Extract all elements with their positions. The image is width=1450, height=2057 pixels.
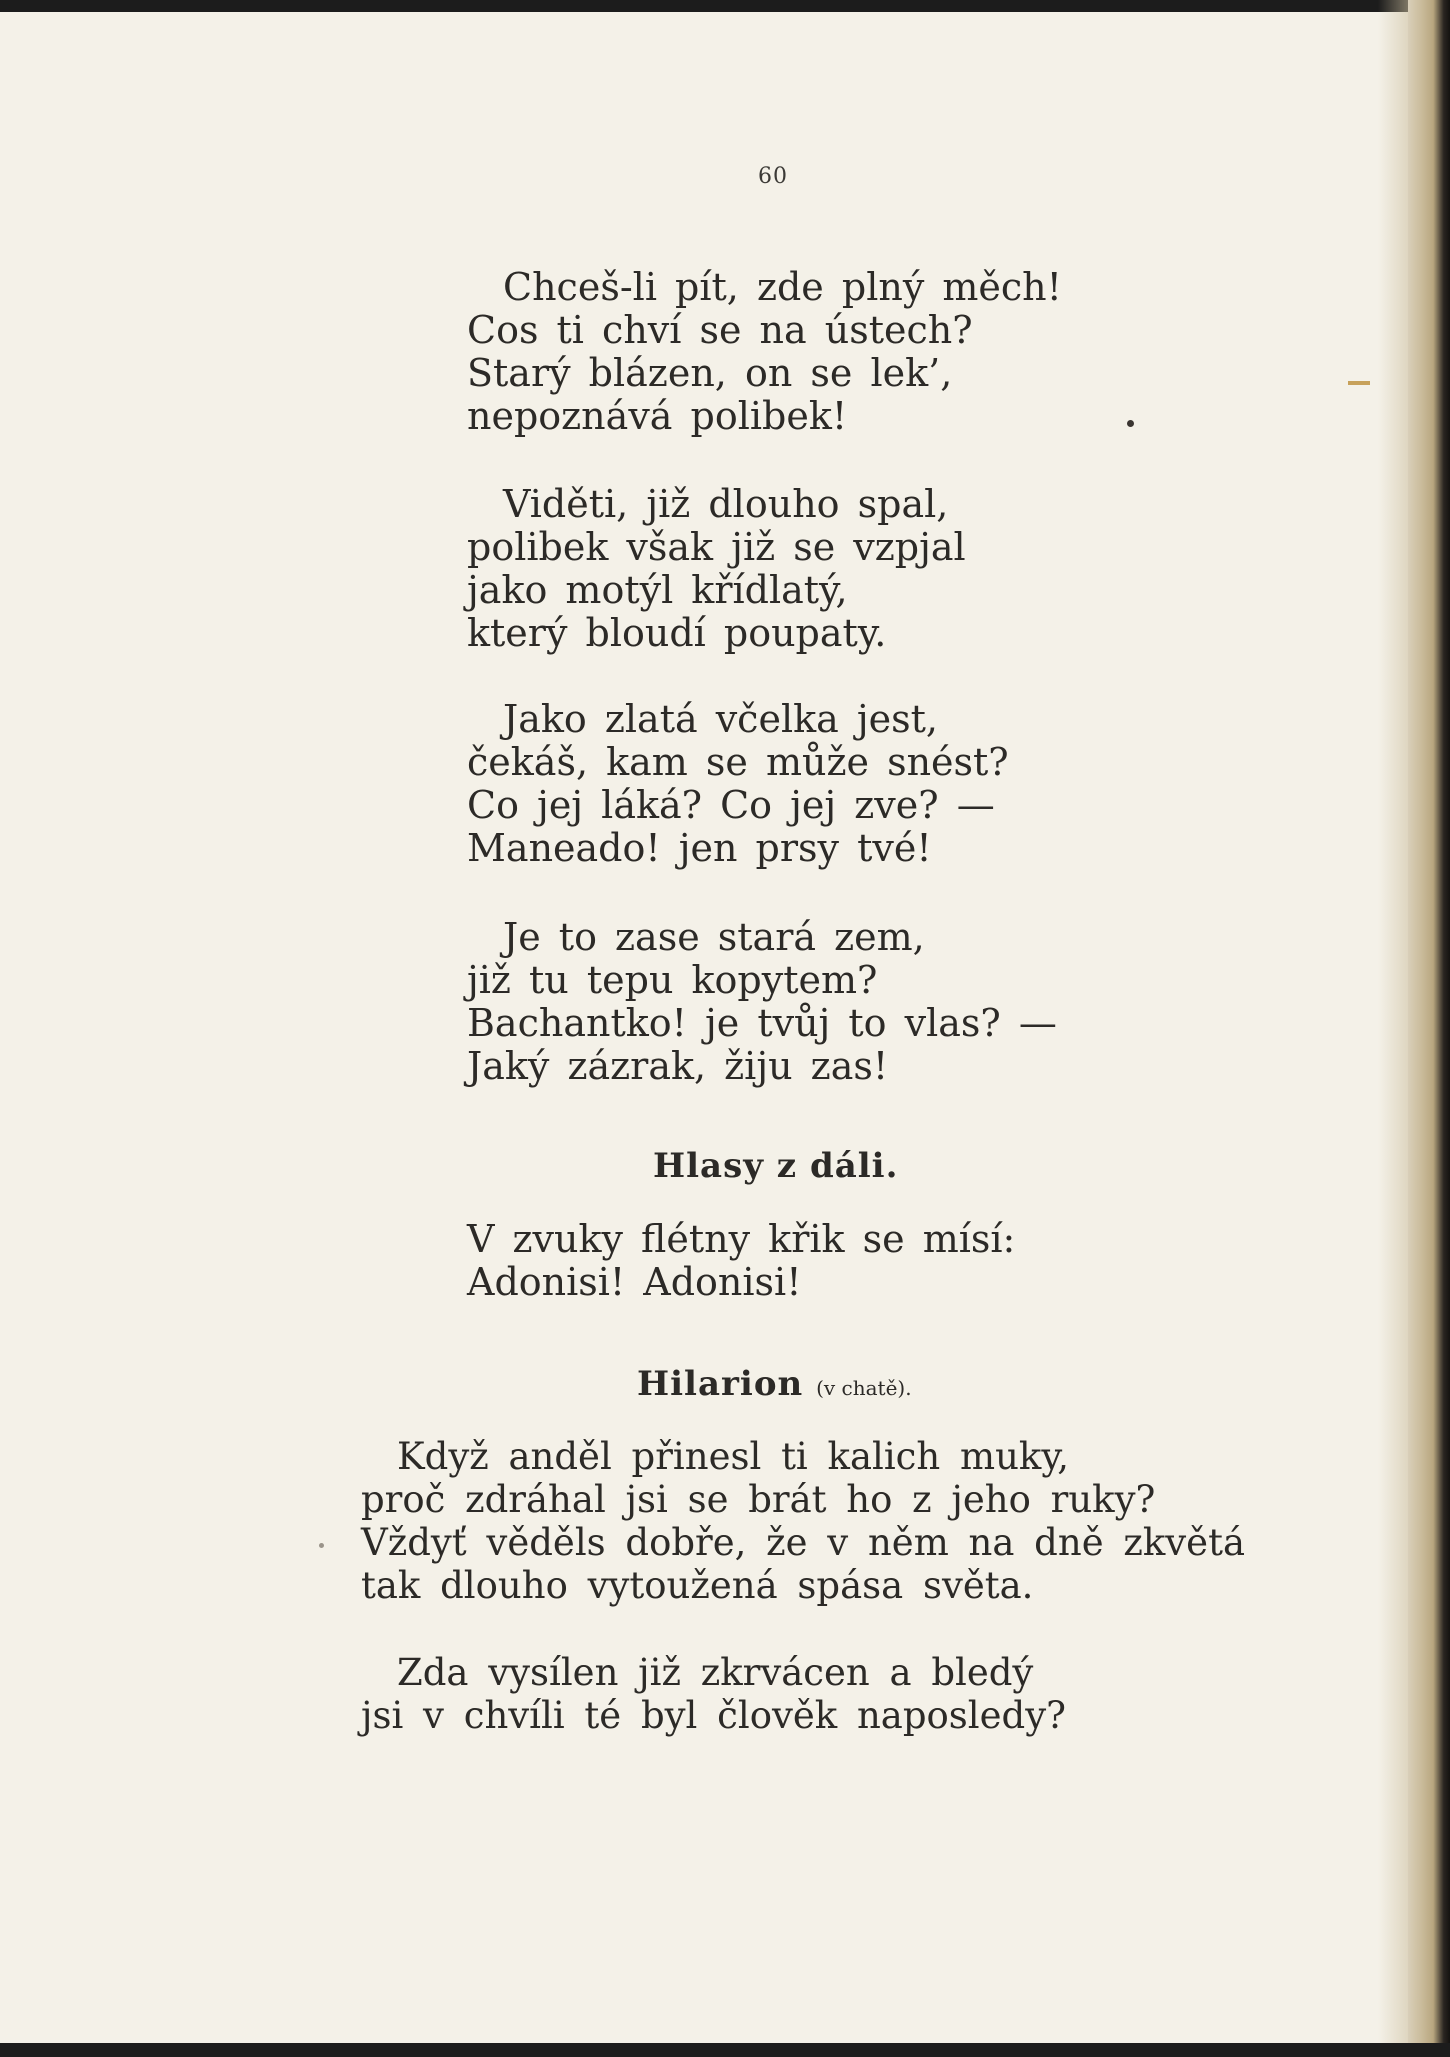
verse-line: Vždyť věděls dobře, že v něm na dně zkvětá xyxy=(361,1521,1245,1564)
verse-line: jako motýl křídlatý, xyxy=(467,568,848,612)
stanza-4 xyxy=(467,916,1057,1088)
verse-line: Když anděl přinesl ti kalich muky, xyxy=(397,1435,1070,1478)
verse-line: Starý blázen, on se lek’, xyxy=(467,351,953,395)
verse-line: jsi v chvíli té byl člověk naposledy? xyxy=(361,1694,1066,1737)
gutter-shadow xyxy=(1378,0,1408,2057)
bottom-edge xyxy=(0,2043,1450,2057)
stanza-3 xyxy=(467,698,1009,870)
verse-line: polibek však již se vzpjal xyxy=(467,525,966,569)
speaker-heading-hilarion xyxy=(637,1364,912,1404)
stanza-1 xyxy=(467,266,1062,438)
hilarion-stanza-2 xyxy=(361,1651,1066,1737)
verse-line: Cos ti chví se na ústech? xyxy=(467,308,973,352)
verse-line: který bloudí poupaty. xyxy=(467,611,887,655)
verse-line: Jaký zázrak, žiju zas! xyxy=(467,1044,889,1088)
paper-speck xyxy=(1127,420,1134,427)
stage-direction: (v chatě). xyxy=(816,1376,912,1400)
verse-line: Je to zase stará zem, xyxy=(503,915,925,959)
verse-line: Adonisi! Adonisi! xyxy=(467,1260,802,1304)
verse-line: Bachantko! je tvůj to vlas? — xyxy=(467,1001,1057,1045)
verse-line: Viděti, již dlouho spal, xyxy=(503,482,949,526)
verse-line: Jako zlatá včelka jest, xyxy=(503,697,938,741)
verse-line: Maneado! jen prsy tvé! xyxy=(467,826,932,870)
book-gutter xyxy=(1408,0,1450,2057)
verse-line: Co jej láká? Co jej zve? — xyxy=(467,783,995,827)
verse-line: tak dlouho vytoužená spása světa. xyxy=(361,1564,1034,1607)
voices-stanza xyxy=(467,1218,1015,1304)
top-edge xyxy=(0,0,1450,12)
speaker-name: Hilarion xyxy=(637,1364,804,1404)
verse-line: proč zdráhal jsi se brát ho z jeho ruky? xyxy=(361,1478,1156,1521)
verse-line: Zda vysílen již zkrvácen a bledý xyxy=(397,1651,1034,1694)
stanza-2 xyxy=(467,483,966,655)
verse-line: Chceš-li pít, zde plný měch! xyxy=(503,265,1062,309)
verse-line: čekáš, kam se může snést? xyxy=(467,740,1009,784)
paper-speck xyxy=(319,1543,324,1548)
hilarion-stanza-1 xyxy=(361,1435,1245,1607)
verse-line: V zvuky flétny křik se mísí: xyxy=(467,1217,1016,1261)
verse-line: nepoznává polibek! xyxy=(467,394,848,438)
verse-line: již tu tepu kopytem? xyxy=(467,958,878,1002)
page-number: 60 xyxy=(758,164,788,189)
speaker-heading-voices: Hlasy z dáli. xyxy=(653,1146,899,1186)
paper-mark xyxy=(1348,381,1370,385)
